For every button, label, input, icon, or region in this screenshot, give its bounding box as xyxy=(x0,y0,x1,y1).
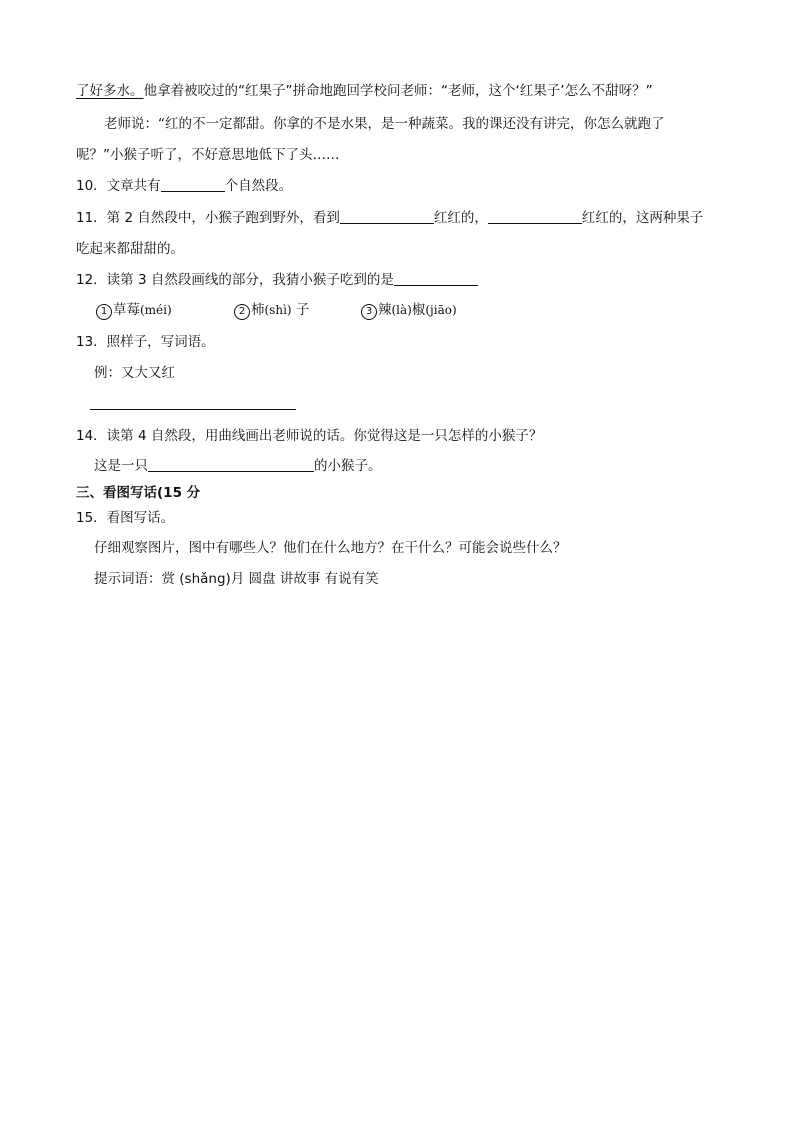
question-11 xyxy=(76,209,703,227)
story-line-1-text: 他拿着被咬过的“红果子”拼命地跑回学校问老师：“老师，这个‘红果子’怎么不甜呀？” xyxy=(143,83,653,99)
question-11-blank-2[interactable] xyxy=(488,209,582,224)
option-2[interactable]: 2 柿(shì) 子 xyxy=(234,301,309,320)
question-11-tail: 红红的，这两种果子 xyxy=(581,210,704,226)
question-14-answer-lead: 这是一只 xyxy=(94,458,148,474)
story-line-3: 呢？”小猴子听了，不好意思地低下了头…… xyxy=(76,147,340,163)
question-13-answer-line[interactable] xyxy=(90,409,296,410)
question-12-blank[interactable] xyxy=(394,271,478,286)
story-line-1 xyxy=(76,82,653,100)
question-14: 14．读第 4 自然段，用曲线画出老师说的话。你觉得这是一只怎样的小猴子？ xyxy=(76,428,543,444)
question-13: 13．照样子，写词语。 xyxy=(76,334,215,350)
hint-label: 提示词语： xyxy=(94,571,162,587)
question-11-stem: 11．第 2 自然段中，小猴子跑到野外，看到 xyxy=(76,210,340,226)
option-3[interactable]: 3 辣(là)椒(jiāo) xyxy=(361,301,457,320)
question-14-answer xyxy=(94,457,382,475)
question-15: 15．看图写话。 xyxy=(76,510,175,526)
question-12 xyxy=(76,271,478,289)
question-11-blank-1[interactable] xyxy=(340,209,434,224)
question-11-mid: 红红的， xyxy=(433,210,488,226)
question-10-blank[interactable] xyxy=(161,177,225,192)
hint-words: 赏 (shǎng)月 圆盘 讲故事 有说有笑 xyxy=(161,571,379,587)
question-13-example: 例：又大又红 xyxy=(94,365,175,381)
question-11-line-2: 吃起来都甜甜的。 xyxy=(76,241,184,257)
question-15-prompt: 仔细观察图片，图中有哪些人？他们在什么地方？在干什么？可能会说些什么？ xyxy=(94,540,567,556)
question-14-answer-tail: 的小猴子。 xyxy=(314,458,382,474)
circled-number-2: 2 xyxy=(234,304,250,320)
story-line-2: 老师说：“红的不一定都甜。你拿的不是水果，是一种蔬菜。我的课还没有讲完，你怎么就跑了 xyxy=(104,116,665,132)
option-1[interactable]: 1 草莓(méi) xyxy=(96,301,172,320)
circled-number-1: 1 xyxy=(96,304,112,320)
question-10-tail: 个自然段。 xyxy=(224,178,293,194)
question-15-hints xyxy=(94,570,379,588)
section-3-heading: 三、看图写话(15 分 xyxy=(76,485,201,501)
question-12-stem: 12．读第 3 自然段画线的部分，我猜小猴子吃到的是 xyxy=(76,272,394,288)
question-10-stem: 10．文章共有 xyxy=(76,178,161,194)
question-14-blank[interactable] xyxy=(148,457,314,472)
question-10 xyxy=(76,177,292,195)
circled-number-3: 3 xyxy=(361,304,377,320)
underlined-sentence: 了好多水。 xyxy=(76,83,144,99)
